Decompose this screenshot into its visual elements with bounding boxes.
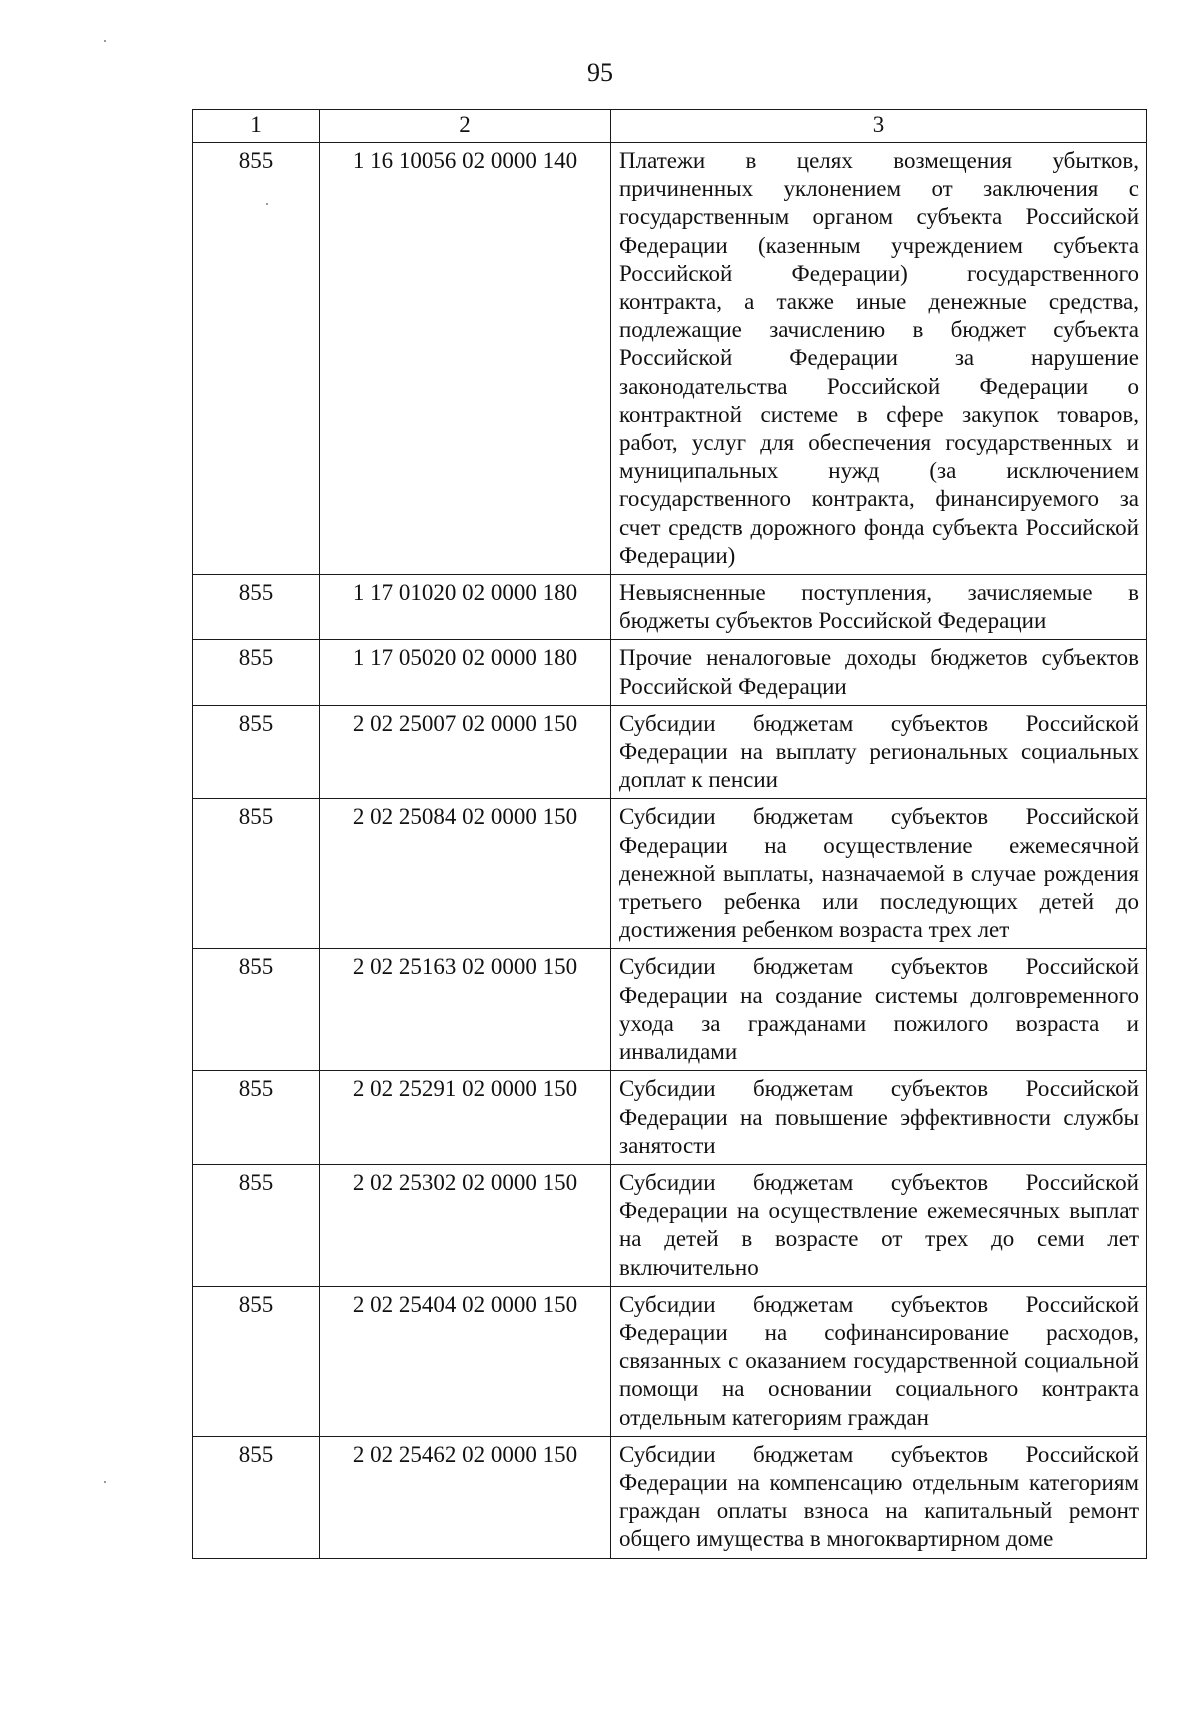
scan-speck <box>104 40 106 42</box>
revenue-name-cell: Прочие неналоговые доходы бюджетов субъектов Российской Федерации <box>611 640 1147 705</box>
table-row <box>193 1164 1147 1286</box>
revenue-name-cell: Субсидии бюджетам субъектов Российской Федерации на осуществление ежемесячных выплат на детей в возрасте от трех до семи лет включительно <box>611 1164 1147 1286</box>
table-row <box>193 143 1147 575</box>
revenue-name-cell: Невыясненные поступления, зачисляемые в бюджеты субъектов Российской Федерации <box>611 575 1147 640</box>
table-row <box>193 1436 1147 1558</box>
revenue-code-cell: 1 16 10056 02 0000 140 <box>320 143 611 575</box>
admin-code-cell: 855 <box>193 1071 320 1165</box>
table-row <box>193 799 1147 949</box>
revenue-code-cell: 2 02 25404 02 0000 150 <box>320 1286 611 1436</box>
scan-speck <box>104 1481 106 1483</box>
revenue-code-cell: 1 17 01020 02 0000 180 <box>320 575 611 640</box>
revenue-code-cell: 2 02 25291 02 0000 150 <box>320 1071 611 1165</box>
column-header-1: 1 <box>193 110 320 143</box>
revenue-code-cell: 2 02 25302 02 0000 150 <box>320 1164 611 1286</box>
revenue-name-cell: Субсидии бюджетам субъектов Российской Федерации на компенсацию отдельным категориям граждан оплаты взноса на капитальный ремонт общего имущества в многоквартирном доме <box>611 1436 1147 1558</box>
admin-code-cell: 855 <box>193 143 320 575</box>
scan-speck <box>266 203 268 205</box>
admin-code-cell: 855 <box>193 1436 320 1558</box>
revenue-name-cell: Субсидии бюджетам субъектов Российской Федерации на повышение эффективности службы занятости <box>611 1071 1147 1165</box>
admin-code-cell: 855 <box>193 575 320 640</box>
revenue-code-cell: 2 02 25084 02 0000 150 <box>320 799 611 949</box>
admin-code-cell: 855 <box>193 949 320 1071</box>
admin-code-cell: 855 <box>193 640 320 705</box>
revenue-name-cell: Субсидии бюджетам субъектов Российской Федерации на выплату региональных социальных доплат к пенсии <box>611 705 1147 799</box>
table-row <box>193 949 1147 1071</box>
revenue-name-cell: Субсидии бюджетам субъектов Российской Федерации на осуществление ежемесячной денежной выплаты, назначаемой в случае рождения третьего ребенка или последующих детей до достижения ребенком возраста трех лет <box>611 799 1147 949</box>
table-row <box>193 1071 1147 1165</box>
table-body <box>193 110 1147 1559</box>
admin-code-cell: 855 <box>193 1164 320 1286</box>
admin-code-cell: 855 <box>193 705 320 799</box>
revenue-code-cell: 2 02 25462 02 0000 150 <box>320 1436 611 1558</box>
revenue-codes-table <box>192 109 1147 1559</box>
table-row <box>193 640 1147 705</box>
table-header-row <box>193 110 1147 143</box>
page-number: 95 <box>587 58 613 87</box>
table-row <box>193 705 1147 799</box>
revenue-name-cell: Субсидии бюджетам субъектов Российской Федерации на создание системы долговременного ухода за гражданами пожилого возраста и инвалидами <box>611 949 1147 1071</box>
revenue-name-cell: Платежи в целях возмещения убытков, причиненных уклонением от заключения с государственным органом субъекта Российской Федерации (казенным учреждением субъекта Российской Федерации) государственного контракта, а также иные денежные средства, подлежащие зачислению в бюджет субъекта Российской Федерации за нарушение законодательства Российской Федерации о контрактной системе в сфере закупок товаров, работ, услуг для обеспечения государственных и муниципальных нужд (за исключением государственного контракта, финансируемого за счет средств дорожного фонда субъекта Российской Федерации) <box>611 143 1147 575</box>
revenue-code-cell: 2 02 25007 02 0000 150 <box>320 705 611 799</box>
revenue-code-cell: 2 02 25163 02 0000 150 <box>320 949 611 1071</box>
column-header-3: 3 <box>611 110 1147 143</box>
table-row <box>193 575 1147 640</box>
admin-code-cell: 855 <box>193 1286 320 1436</box>
table-row <box>193 1286 1147 1436</box>
admin-code-cell: 855 <box>193 799 320 949</box>
column-header-2: 2 <box>320 110 611 143</box>
revenue-code-cell: 1 17 05020 02 0000 180 <box>320 640 611 705</box>
revenue-name-cell: Субсидии бюджетам субъектов Российской Федерации на софинансирование расходов, связанных с оказанием государственной социальной помощи на основании социального контракта отдельным категориям граждан <box>611 1286 1147 1436</box>
